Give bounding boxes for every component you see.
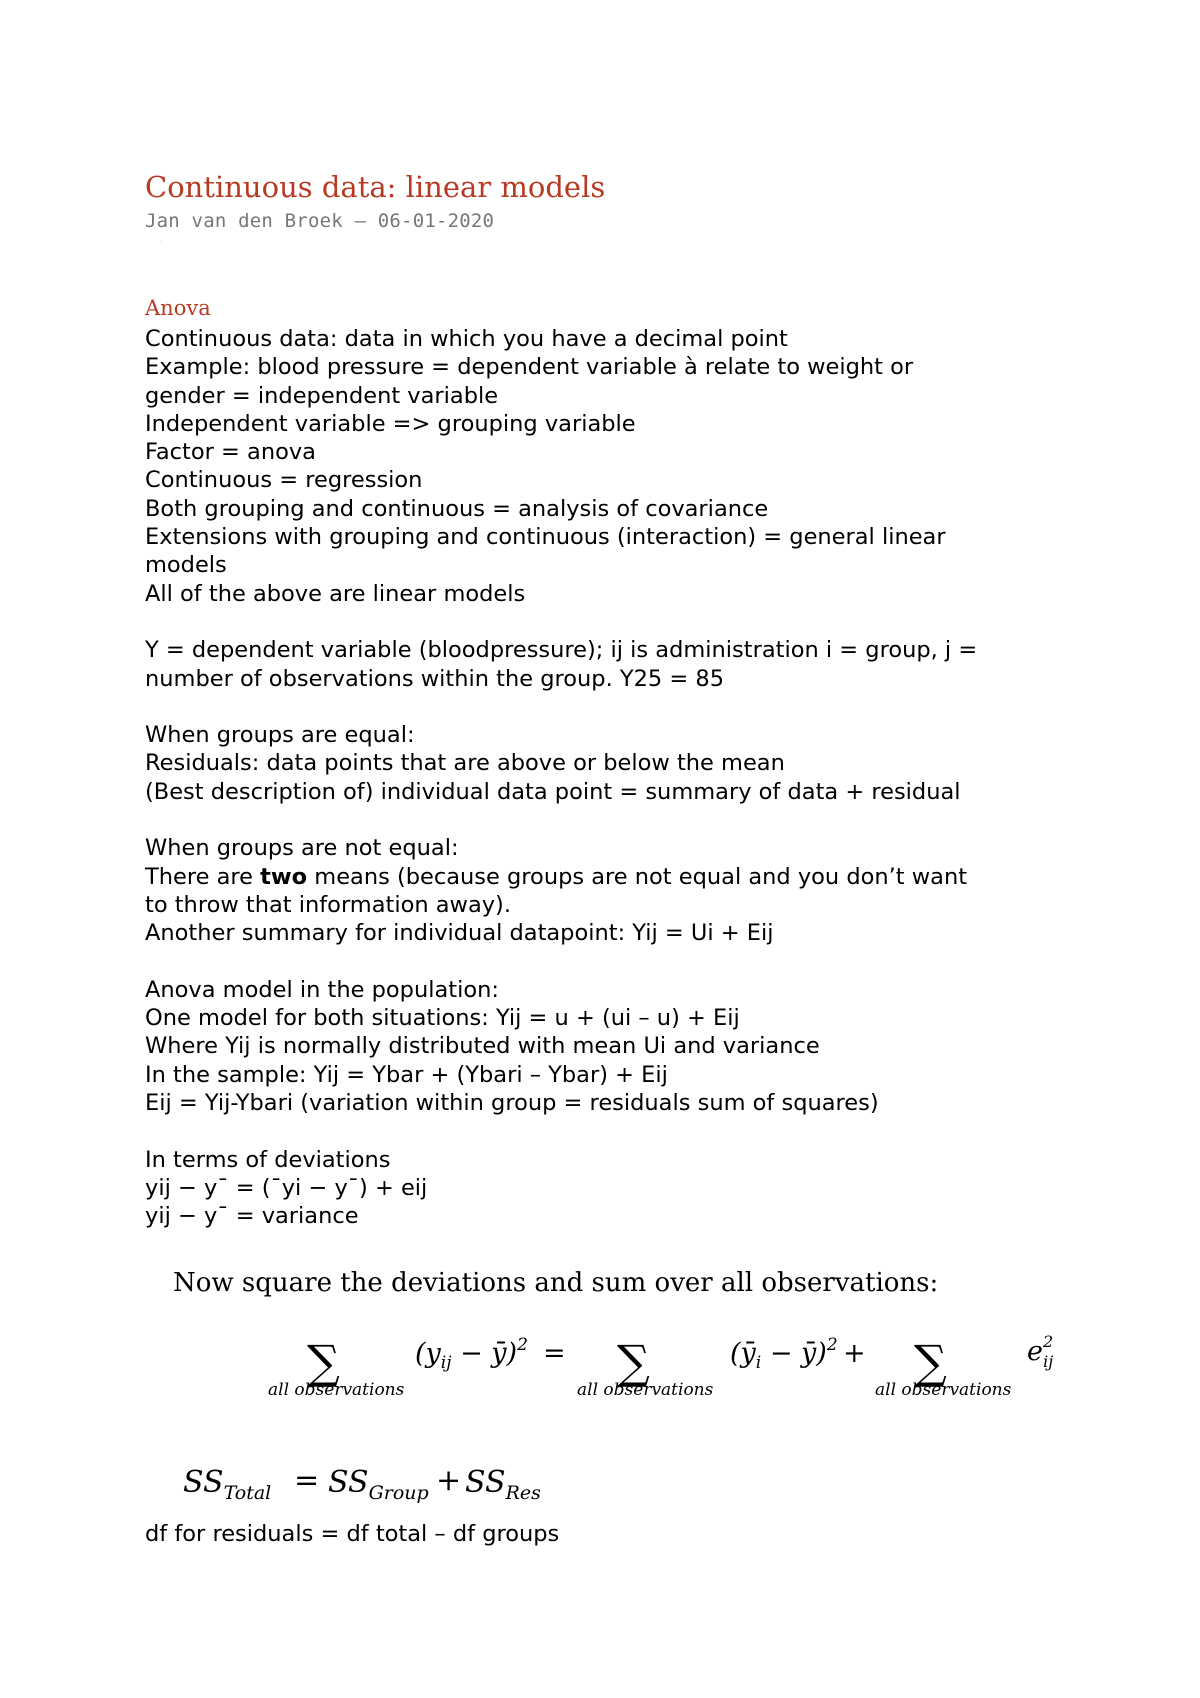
text-fragment: There are bbox=[145, 863, 261, 890]
sum-symbol: ∑ bbox=[307, 1335, 340, 1389]
term-2: ($ȳ_i$ − ȳ)$^2$ bbox=[730, 1335, 838, 1373]
text-line: yij − y¯ = (¯yi − y¯) + eij bbox=[145, 1174, 428, 1201]
text-line: Independent variable => grouping variable bbox=[145, 410, 636, 437]
text-line: Continuous data: data in which you have a decimal point bbox=[145, 326, 788, 352]
ss-res: $SS_{Res}$ bbox=[465, 1465, 541, 1504]
text-line: Eij = Yij-Ybari (variation within group = residuals sum of squares) bbox=[145, 1090, 879, 1117]
section-heading: Anova bbox=[145, 296, 211, 320]
ss-total: $SS_{Total}$ bbox=[183, 1465, 272, 1504]
math-intro: Now square the deviations and sum over all observations: bbox=[173, 1268, 939, 1298]
text-line: Anova model in the population: bbox=[145, 976, 499, 1003]
text-line: number of observations within the group. Y25 = 85 bbox=[145, 665, 725, 692]
ss-equals: = bbox=[294, 1463, 320, 1498]
bold-text: two bbox=[260, 863, 308, 890]
text-line: to throw that information away). bbox=[145, 891, 511, 918]
equals-sign: = bbox=[543, 1338, 566, 1369]
text-line: (Best description of) individual data point = summary of data + residual bbox=[145, 778, 961, 805]
document-title: Continuous data: linear models bbox=[145, 170, 606, 204]
sum-of-squares-equation bbox=[268, 1332, 1053, 1400]
sum-symbol: ∑ bbox=[617, 1335, 650, 1389]
sum-symbol: ∑ bbox=[914, 1335, 947, 1389]
text-line: Example: blood pressure = dependent variable à relate to weight or bbox=[145, 354, 914, 381]
final-line: df for residuals = df total – df groups bbox=[145, 1521, 560, 1547]
text-line: One model for both situations: Yij = u + (ui – u) + Eij bbox=[145, 1005, 740, 1032]
term-3: $e^2$ ij bbox=[1027, 1332, 1054, 1371]
term-1: ($y_{ij}$ − ȳ)$^2$ bbox=[415, 1335, 528, 1373]
text-line: Both grouping and continuous = analysis of covariance bbox=[145, 495, 769, 522]
text-line: All of the above are linear models bbox=[145, 580, 526, 607]
sum-label: all observations bbox=[875, 1380, 1012, 1400]
text-line: In the sample: Yij = Ybar + (Ybari – Ybar) + Eij bbox=[145, 1061, 668, 1088]
text-line: Extensions with grouping and continuous (interaction) = general linear bbox=[145, 524, 946, 551]
text-line: gender = independent variable bbox=[145, 382, 499, 409]
ss-group: $SS_{Group}$ bbox=[328, 1465, 429, 1504]
text-line: Another summary for individual datapoint: Yij = Ui + Eij bbox=[145, 920, 774, 947]
author-date-line: Jan van den Broek – 06-01-2020 bbox=[145, 210, 495, 232]
text-line: models bbox=[145, 552, 227, 579]
text-line: Continuous = regression bbox=[145, 467, 423, 494]
text-line: yij − y¯ = variance bbox=[145, 1203, 359, 1230]
text-line: When groups are not equal: bbox=[145, 835, 459, 862]
sum-label: all observations bbox=[577, 1380, 714, 1400]
text-line: Y = dependent variable (bloodpressure); ij is administration i = group, j = bbox=[145, 637, 978, 664]
sum-label: all observations bbox=[268, 1380, 405, 1400]
stray-mark: · bbox=[160, 238, 163, 248]
text-line: Residuals: data points that are above or below the mean bbox=[145, 750, 785, 777]
text-fragment: means (because groups are not equal and you don’t want bbox=[307, 863, 968, 890]
text-line: Factor = anova bbox=[145, 439, 316, 466]
plus-sign: + bbox=[843, 1338, 866, 1369]
text-line: In terms of deviations bbox=[145, 1146, 391, 1173]
text-line: When groups are equal: bbox=[145, 722, 415, 749]
ss-plus: + bbox=[436, 1463, 462, 1498]
text-line: Where Yij is normally distributed with mean Ui and variance bbox=[145, 1033, 820, 1060]
ss-equation bbox=[183, 1463, 541, 1504]
